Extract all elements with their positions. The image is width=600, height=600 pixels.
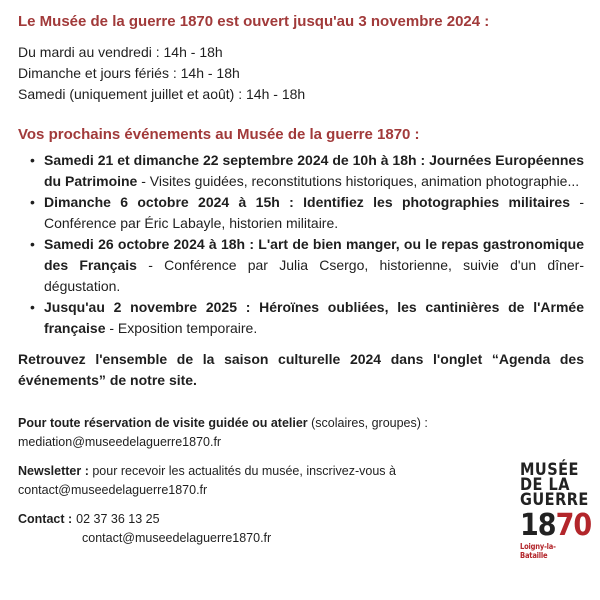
reservation-details: (scolaires, groupes) :: [307, 416, 428, 430]
contact-email-link[interactable]: contact@museedelaguerre1870.fr: [82, 531, 272, 545]
logo-year-18: 18: [520, 508, 556, 543]
logo-place: Loigny-la-Bataille: [520, 542, 556, 560]
event-title: Samedi 21 et dimanche 22 septembre 2024 de 10h à 18h : Journées Européennes du Patrimoine: [44, 152, 584, 189]
newsletter-content: [18, 12, 589, 548]
logo-line-musee: MUSÉE: [520, 460, 579, 480]
museum-logo: [520, 460, 592, 560]
newsletter-label: Newsletter :: [18, 464, 89, 478]
event-title: Samedi 26 octobre 2024 à 18h : L'art de bien manger, ou le repas gastronomique des Français: [44, 236, 584, 273]
contact-phone-link[interactable]: 02 37 36 13 25: [76, 512, 160, 526]
season-note: Retrouvez l'ensemble de la saison culturelle 2024 dans l'onglet “Agenda des événements” de notre site.: [18, 351, 584, 388]
events-title: Vos prochains événements au Musée de la guerre 1870 :: [18, 126, 420, 143]
event-description: - Conférence par Éric Labayle, historien militaire.: [44, 194, 584, 231]
reservation-info: [18, 414, 488, 452]
hours-weekdays: Du mardi au vendredi : 14h - 18h: [18, 44, 223, 60]
hours-saturday: Samedi (uniquement juillet et août) : 14h - 18h: [18, 86, 306, 102]
contact-label: Contact :: [18, 512, 73, 526]
logo-line-de-la: DE LA: [520, 475, 570, 495]
hours-sunday-holidays: Dimanche et jours fériés : 14h - 18h: [18, 65, 240, 81]
reservation-label: Pour toute réservation de visite guidée ou atelier: [18, 416, 308, 430]
event-title: Dimanche 6 octobre 2024 à 15h : Identifiez les photographies militaires: [44, 194, 570, 210]
newsletter-details: pour recevoir les actualités du musée, inscrivez-vous à: [88, 464, 396, 478]
opening-hours: [18, 42, 584, 105]
event-title: Jusqu'au 2 novembre 2025 : Héroïnes oubliées, les cantinières de l'Armée française: [44, 299, 584, 336]
event-description: - Exposition temporaire.: [105, 320, 258, 336]
event-item: [44, 234, 584, 297]
logo-year-70: 70: [555, 508, 592, 543]
event-description: - Conférence par Julia Csergo, historienne, suivie d'un dîner-dégustation.: [44, 257, 584, 294]
newsletter-info: [18, 462, 488, 500]
contact-info: [18, 510, 488, 548]
logo-year: [520, 508, 592, 543]
events-list: [18, 150, 584, 339]
opening-title: Le Musée de la guerre 1870 est ouvert jusqu'au 3 novembre 2024 :: [18, 13, 490, 30]
event-item: [44, 192, 584, 234]
logo-line-guerre: GUERRE: [520, 490, 589, 510]
event-item: [44, 297, 584, 339]
reservation-email-link[interactable]: mediation@museedelaguerre1870.fr: [18, 435, 222, 449]
event-description: - Visites guidées, reconstitutions historiques, animation photographie...: [137, 173, 580, 189]
event-item: [44, 150, 584, 192]
newsletter-email-link[interactable]: contact@museedelaguerre1870.fr: [18, 483, 208, 497]
